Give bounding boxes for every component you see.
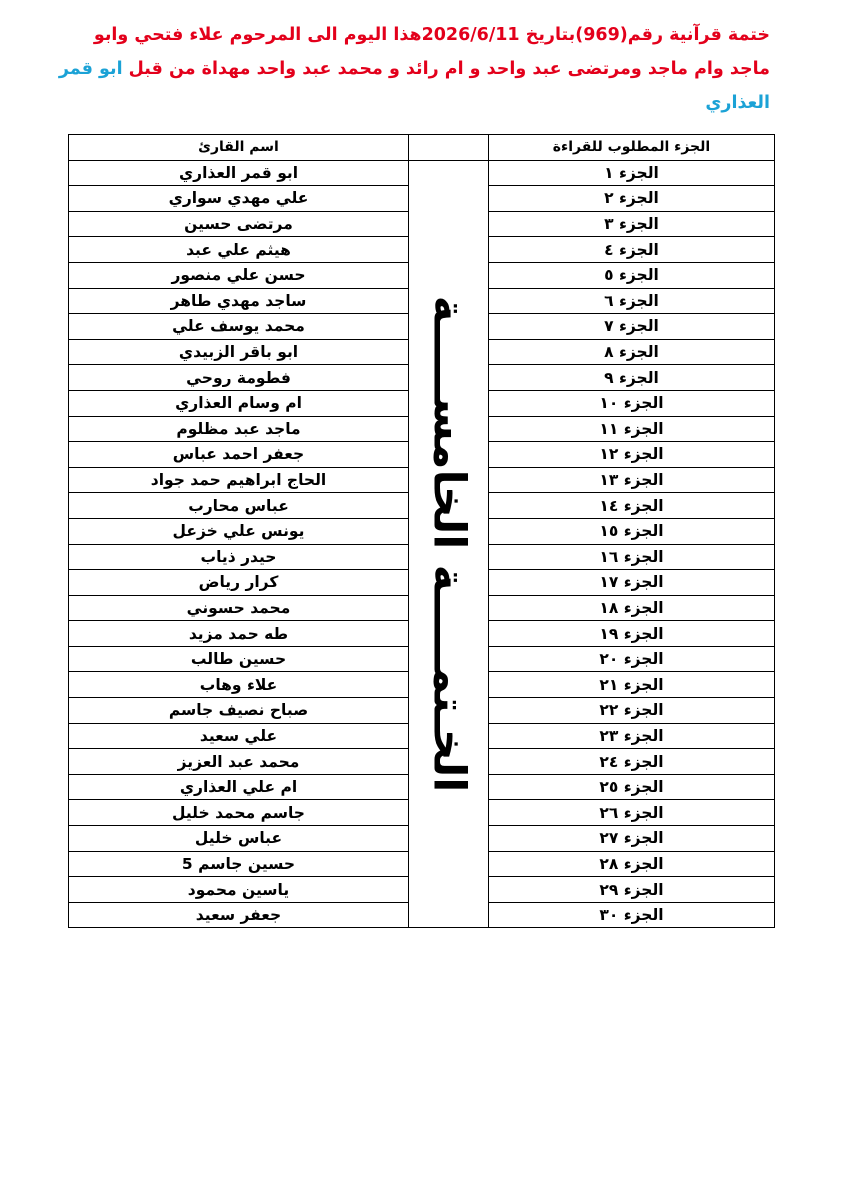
reader-name-cell: ياسين محمود	[69, 877, 409, 903]
reader-name-cell: جاسم محمد خليل	[69, 800, 409, 826]
part-cell: الجزء ٢	[489, 186, 775, 212]
part-cell: الجزء ٢١	[489, 672, 775, 698]
part-cell: الجزء ٢٧	[489, 826, 775, 852]
dedication-text: ختمة قرآنية رقم(969)بتاريخ 2026/6/11هذا اليوم الى المرحوم علاء فتحي وابو ماجد وام ماجد ومرتضى عبد واحد و ام رائد و محمد عبد واحد مهداة من قبل	[93, 25, 770, 79]
part-cell: الجزء ١١	[489, 416, 775, 442]
part-cell: الجزء ٢٤	[489, 749, 775, 775]
reader-name-cell: علي مهدي سواري	[69, 186, 409, 212]
part-cell: الجزء ١٦	[489, 544, 775, 570]
reader-name-cell: فطومة روحي	[69, 365, 409, 391]
part-cell: الجزء ٢٢	[489, 698, 775, 724]
reader-name-cell: ام وسام العذاري	[69, 390, 409, 416]
part-cell: الجزء ٣	[489, 211, 775, 237]
reader-name-cell: يونس علي خزعل	[69, 518, 409, 544]
reader-name-cell: مرتضى حسين	[69, 211, 409, 237]
reader-name-cell: ساجد مهدي طاهر	[69, 288, 409, 314]
reader-name-cell: حسن علي منصور	[69, 262, 409, 288]
reader-name-cell: محمد حسوني	[69, 595, 409, 621]
reader-name-cell: جعفر احمد عباس	[69, 442, 409, 468]
reader-name-cell: محمد عبد العزيز	[69, 749, 409, 775]
part-cell: الجزء ١٨	[489, 595, 775, 621]
part-cell: الجزء ٨	[489, 339, 775, 365]
part-cell: الجزء ٦	[489, 288, 775, 314]
header-part: الجزء المطلوب للقراءة	[489, 135, 775, 161]
part-cell: الجزء ٢٨	[489, 851, 775, 877]
reader-name-cell: حيدر ذياب	[69, 544, 409, 570]
part-cell: الجزء ٤	[489, 237, 775, 263]
part-cell: الجزء ١	[489, 160, 775, 186]
part-cell: الجزء ١٧	[489, 570, 775, 596]
part-cell: الجزء ١٠	[489, 390, 775, 416]
khatma-label: الخـتمـــــة الخامســـــة	[423, 295, 474, 793]
part-cell: الجزء ٢٩	[489, 877, 775, 903]
part-cell: الجزء ٢٣	[489, 723, 775, 749]
header-khatma-blank	[409, 135, 489, 161]
part-cell: الجزء ٩	[489, 365, 775, 391]
table-header-row	[69, 135, 775, 161]
table-row	[69, 160, 775, 186]
khatma-label-cell	[409, 160, 489, 928]
part-cell: الجزء ١٩	[489, 621, 775, 647]
header-name: اسم القارئ	[69, 135, 409, 161]
dedication-header	[50, 18, 770, 120]
reader-name-cell: هيثم علي عبد	[69, 237, 409, 263]
reader-name-cell: ماجد عبد مظلوم	[69, 416, 409, 442]
part-cell: الجزء ٢٥	[489, 774, 775, 800]
reader-name-cell: ابو باقر الزبيدي	[69, 339, 409, 365]
part-cell: الجزء ٢٠	[489, 646, 775, 672]
reader-name-cell: الحاج ابراهيم حمد جواد	[69, 467, 409, 493]
reader-name-cell: كرار رياض	[69, 570, 409, 596]
part-cell: الجزء ١٤	[489, 493, 775, 519]
part-cell: الجزء ٢٦	[489, 800, 775, 826]
reader-name-cell: عباس محارب	[69, 493, 409, 519]
readers-table	[68, 134, 775, 928]
reader-name-cell: صباح نصيف جاسم	[69, 698, 409, 724]
reader-name-cell: طه حمد مزيد	[69, 621, 409, 647]
reader-name-cell: ابو قمر العذاري	[69, 160, 409, 186]
dedicator-name: ابو قمر العذاري	[58, 59, 770, 113]
reader-name-cell: حسين طالب	[69, 646, 409, 672]
part-cell: الجزء ١٢	[489, 442, 775, 468]
reader-name-cell: علي سعيد	[69, 723, 409, 749]
reader-name-cell: حسين جاسم 5	[69, 851, 409, 877]
reader-name-cell: علاء وهاب	[69, 672, 409, 698]
reader-name-cell: محمد يوسف علي	[69, 314, 409, 340]
reader-name-cell: ام علي العذاري	[69, 774, 409, 800]
part-cell: الجزء ١٣	[489, 467, 775, 493]
part-cell: الجزء ٥	[489, 262, 775, 288]
part-cell: الجزء ٣٠	[489, 902, 775, 928]
part-cell: الجزء ٧	[489, 314, 775, 340]
part-cell: الجزء ١٥	[489, 518, 775, 544]
reader-name-cell: جعفر سعيد	[69, 902, 409, 928]
reader-name-cell: عباس خليل	[69, 826, 409, 852]
